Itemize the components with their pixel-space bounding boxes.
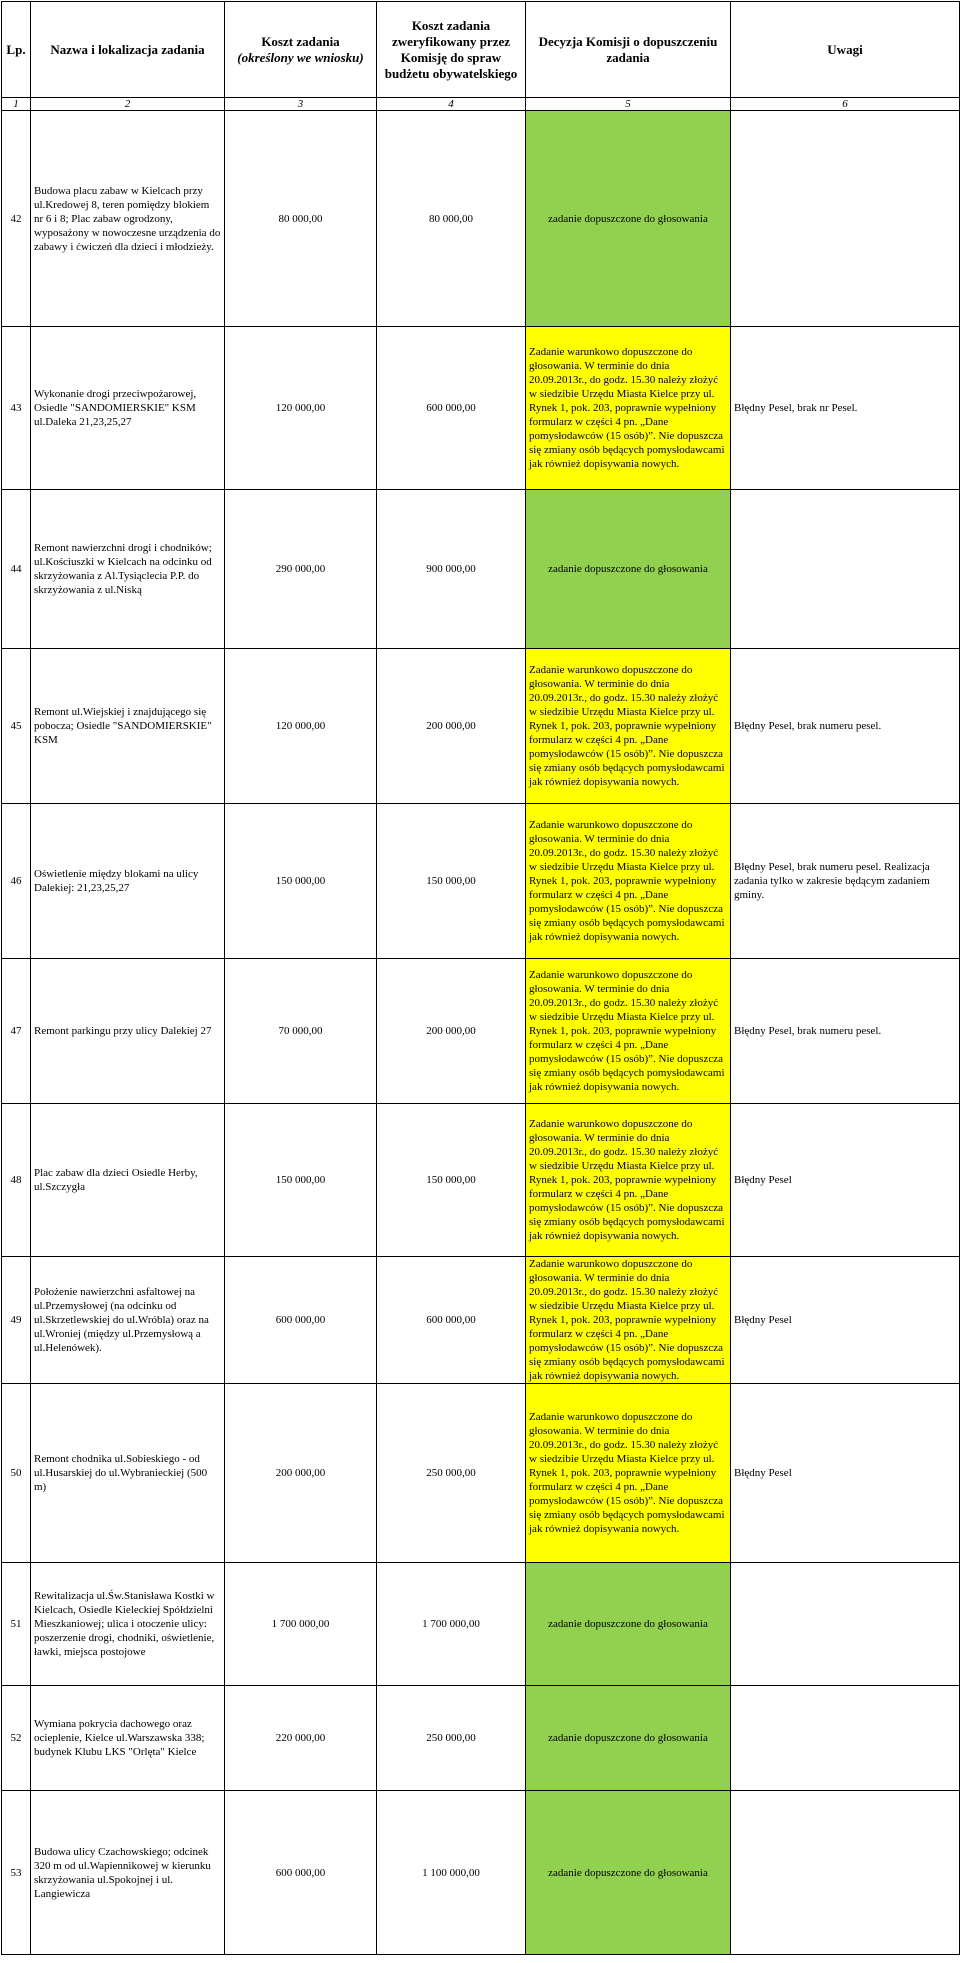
column-number: 5 xyxy=(526,98,731,111)
proposed-cost: 1 700 000,00 xyxy=(225,1563,377,1686)
decision-cell: Zadanie warunkowo dopuszczone do głosowania. W terminie do dnia 20.09.2013r., do godz. 15.30 należy złożyć w siedzibie Urzędu Miasta Kielce przy ul. Rynek 1, pok. 203, poprawnie wypełniony formularz w części 4 pn. „Dane pomysłodawców (15 osób)”. Nie dopuszcza się zmiany osób będących pomysłodawcami jak również dopisywania nowych. xyxy=(526,1104,731,1257)
decision-cell: Zadanie warunkowo dopuszczone do głosowania. W terminie do dnia 20.09.2013r., do godz. 15.30 należy złożyć w siedzibie Urzędu Miasta Kielce przy ul. Rynek 1, pok. 203, poprawnie wypełniony formularz w części 4 pn. „Dane pomysłodawców (15 osób)”. Nie dopuszcza się zmiany osób będących pomysłodawcami jak również dopisywania nowych. xyxy=(526,1384,731,1563)
verified-cost: 250 000,00 xyxy=(377,1384,526,1563)
task-name: Remont ul.Wiejskiej i znajdującego się pobocza; Osiedle "SANDOMIERSKIE" KSM xyxy=(31,649,225,804)
verified-cost: 600 000,00 xyxy=(377,1257,526,1384)
verified-cost: 150 000,00 xyxy=(377,1104,526,1257)
verified-cost: 200 000,00 xyxy=(377,959,526,1104)
task-table xyxy=(1,1,960,1955)
notes-cell: Błędny Pesel xyxy=(731,1104,960,1257)
decision-cell: zadanie dopuszczone do głosowania xyxy=(526,1563,731,1686)
header-row xyxy=(2,2,960,98)
task-name: Wykonanie drogi przeciwpożarowej, Osiedle "SANDOMIERSKIE" KSM ul.Daleka 21,23,25,27 xyxy=(31,327,225,490)
decision-cell: Zadanie warunkowo dopuszczone do głosowania. W terminie do dnia 20.09.2013r., do godz. 15.30 należy złożyć w siedzibie Urzędu Miasta Kielce przy ul. Rynek 1, pok. 203, poprawnie wypełniony formularz w części 4 pn. „Dane pomysłodawców (15 osób)”. Nie dopuszcza się zmiany osób będących pomysłodawcami jak również dopisywania nowych. xyxy=(526,1257,731,1384)
proposed-cost: 70 000,00 xyxy=(225,959,377,1104)
column-number: 4 xyxy=(377,98,526,111)
decision-cell: Zadanie warunkowo dopuszczone do głosowania. W terminie do dnia 20.09.2013r., do godz. 15.30 należy złożyć w siedzibie Urzędu Miasta Kielce przy ul. Rynek 1, pok. 203, poprawnie wypełniony formularz w części 4 pn. „Dane pomysłodawców (15 osób)”. Nie dopuszcza się zmiany osób będących pomysłodawcami jak również dopisywania nowych. xyxy=(526,804,731,959)
header-lp: Lp. xyxy=(2,2,31,98)
task-name: Wymiana pokrycia dachowego oraz ocieplenie, Kielce ul.Warszawska 338; budynek Klubu LKS "Orlęta" Kielce xyxy=(31,1686,225,1791)
table-row xyxy=(2,327,960,490)
row-number: 50 xyxy=(2,1384,31,1563)
row-number: 53 xyxy=(2,1791,31,1955)
row-number: 48 xyxy=(2,1104,31,1257)
table-row xyxy=(2,804,960,959)
table-row xyxy=(2,1104,960,1257)
notes-cell xyxy=(731,1563,960,1686)
table-row xyxy=(2,1563,960,1686)
task-name: Budowa ulicy Czachowskiego; odcinek 320 m od ul.Wapiennikowej w kierunku skrzyżowania ul.Spokojnej i ul. Langiewicza xyxy=(31,1791,225,1955)
verified-cost: 150 000,00 xyxy=(377,804,526,959)
table-row xyxy=(2,1791,960,1955)
notes-cell xyxy=(731,1686,960,1791)
task-name: Plac zabaw dla dzieci Osiedle Herby, ul.Szczygła xyxy=(31,1104,225,1257)
task-name: Remont chodnika ul.Sobieskiego - od ul.Husarskiej do ul.Wybranieckiej (500 m) xyxy=(31,1384,225,1563)
proposed-cost: 600 000,00 xyxy=(225,1791,377,1955)
notes-cell: Błędny Pesel, brak numeru pesel. xyxy=(731,959,960,1104)
table-row xyxy=(2,1257,960,1384)
notes-cell xyxy=(731,1791,960,1955)
row-number: 52 xyxy=(2,1686,31,1791)
proposed-cost: 600 000,00 xyxy=(225,1257,377,1384)
notes-cell: Błędny Pesel, brak nr Pesel. xyxy=(731,327,960,490)
proposed-cost: 120 000,00 xyxy=(225,327,377,490)
header-cost-title: Koszt zadania xyxy=(261,33,340,49)
task-name: Oświetlenie między blokami na ulicy Dalekiej: 21,23,25,27 xyxy=(31,804,225,959)
proposed-cost: 200 000,00 xyxy=(225,1384,377,1563)
proposed-cost: 120 000,00 xyxy=(225,649,377,804)
decision-cell: zadanie dopuszczone do głosowania xyxy=(526,490,731,649)
decision-cell: Zadanie warunkowo dopuszczone do głosowania. W terminie do dnia 20.09.2013r., do godz. 15.30 należy złożyć w siedzibie Urzędu Miasta Kielce przy ul. Rynek 1, pok. 203, poprawnie wypełniony formularz w części 4 pn. „Dane pomysłodawców (15 osób)”. Nie dopuszcza się zmiany osób będących pomysłodawcami jak również dopisywania nowych. xyxy=(526,649,731,804)
column-number-row xyxy=(2,98,960,111)
header-verified-cost: Koszt zadania zweryfikowany przez Komisję do spraw budżetu obywatelskiego xyxy=(377,2,526,98)
table-row xyxy=(2,1384,960,1563)
table-row xyxy=(2,111,960,327)
header-cost-subtitle: (określony we wniosku) xyxy=(237,49,364,65)
notes-cell: Błędny Pesel xyxy=(731,1384,960,1563)
notes-cell: Błędny Pesel xyxy=(731,1257,960,1384)
header-notes: Uwagi xyxy=(731,2,960,98)
column-number: 2 xyxy=(31,98,225,111)
verified-cost: 600 000,00 xyxy=(377,327,526,490)
task-name: Remont nawierzchni drogi i chodników; ul.Kościuszki w Kielcach na odcinku od skrzyżowania z Al.Tysiąclecia P.P. do skrzyżowania z ul.Niską xyxy=(31,490,225,649)
table-body xyxy=(2,111,960,1955)
proposed-cost: 150 000,00 xyxy=(225,804,377,959)
column-number: 1 xyxy=(2,98,31,111)
notes-cell xyxy=(731,490,960,649)
proposed-cost: 220 000,00 xyxy=(225,1686,377,1791)
table-row xyxy=(2,490,960,649)
verified-cost: 1 100 000,00 xyxy=(377,1791,526,1955)
task-name: Położenie nawierzchni asfaltowej na ul.Przemysłowej (na odcinku od ul.Skrzetlewskiej do ul.Wróbla) oraz na ul.Wroniej (między ul.Przemysłową a ul.Helenówek). xyxy=(31,1257,225,1384)
task-name: Budowa placu zabaw w Kielcach przy ul.Kredowej 8, teren pomiędzy blokiem nr 6 i 8; Plac zabaw ogrodzony, wyposażony w nowoczesne urządzenia do zabawy i ćwiczeń dla dzieci i młodzieży. xyxy=(31,111,225,327)
verified-cost: 80 000,00 xyxy=(377,111,526,327)
header-name: Nazwa i lokalizacja zadania xyxy=(31,2,225,98)
notes-cell: Błędny Pesel, brak numeru pesel. Realizacja zadania tylko w zakresie będącym zadaniem gminy. xyxy=(731,804,960,959)
verified-cost: 200 000,00 xyxy=(377,649,526,804)
decision-cell: Zadanie warunkowo dopuszczone do głosowania. W terminie do dnia 20.09.2013r., do godz. 15.30 należy złożyć w siedzibie Urzędu Miasta Kielce przy ul. Rynek 1, pok. 203, poprawnie wypełniony formularz w części 4 pn. „Dane pomysłodawców (15 osób)”. Nie dopuszcza się zmiany osób będących pomysłodawcami jak również dopisywania nowych. xyxy=(526,959,731,1104)
row-number: 43 xyxy=(2,327,31,490)
verified-cost: 250 000,00 xyxy=(377,1686,526,1791)
row-number: 46 xyxy=(2,804,31,959)
decision-cell: Zadanie warunkowo dopuszczone do głosowania. W terminie do dnia 20.09.2013r., do godz. 15.30 należy złożyć w siedzibie Urzędu Miasta Kielce przy ul. Rynek 1, pok. 203, poprawnie wypełniony formularz w części 4 pn. „Dane pomysłodawców (15 osób)”. Nie dopuszcza się zmiany osób będących pomysłodawcami jak również dopisywania nowych. xyxy=(526,327,731,490)
task-name: Rewitalizacja ul.Św.Stanisława Kostki w Kielcach, Osiedle Kieleckiej Spółdzielni Mieszkaniowej; ulica i otoczenie ulicy: poszerzenie drogi, chodniki, oświetlenie, ławki, miejsca postojowe xyxy=(31,1563,225,1686)
decision-cell: zadanie dopuszczone do głosowania xyxy=(526,111,731,327)
row-number: 45 xyxy=(2,649,31,804)
proposed-cost: 150 000,00 xyxy=(225,1104,377,1257)
verified-cost: 900 000,00 xyxy=(377,490,526,649)
notes-cell: Błędny Pesel, brak numeru pesel. xyxy=(731,649,960,804)
notes-cell xyxy=(731,111,960,327)
task-name: Remont parkingu przy ulicy Dalekiej 27 xyxy=(31,959,225,1104)
table-row xyxy=(2,649,960,804)
row-number: 51 xyxy=(2,1563,31,1686)
row-number: 47 xyxy=(2,959,31,1104)
column-number: 3 xyxy=(225,98,377,111)
proposed-cost: 290 000,00 xyxy=(225,490,377,649)
table-row xyxy=(2,959,960,1104)
row-number: 44 xyxy=(2,490,31,649)
header-decision: Decyzja Komisji o dopuszczeniu zadania xyxy=(526,2,731,98)
row-number: 49 xyxy=(2,1257,31,1384)
row-number: 42 xyxy=(2,111,31,327)
header-cost xyxy=(225,2,377,98)
verified-cost: 1 700 000,00 xyxy=(377,1563,526,1686)
proposed-cost: 80 000,00 xyxy=(225,111,377,327)
decision-cell: zadanie dopuszczone do głosowania xyxy=(526,1791,731,1955)
table-row xyxy=(2,1686,960,1791)
column-number: 6 xyxy=(731,98,960,111)
decision-cell: zadanie dopuszczone do głosowania xyxy=(526,1686,731,1791)
